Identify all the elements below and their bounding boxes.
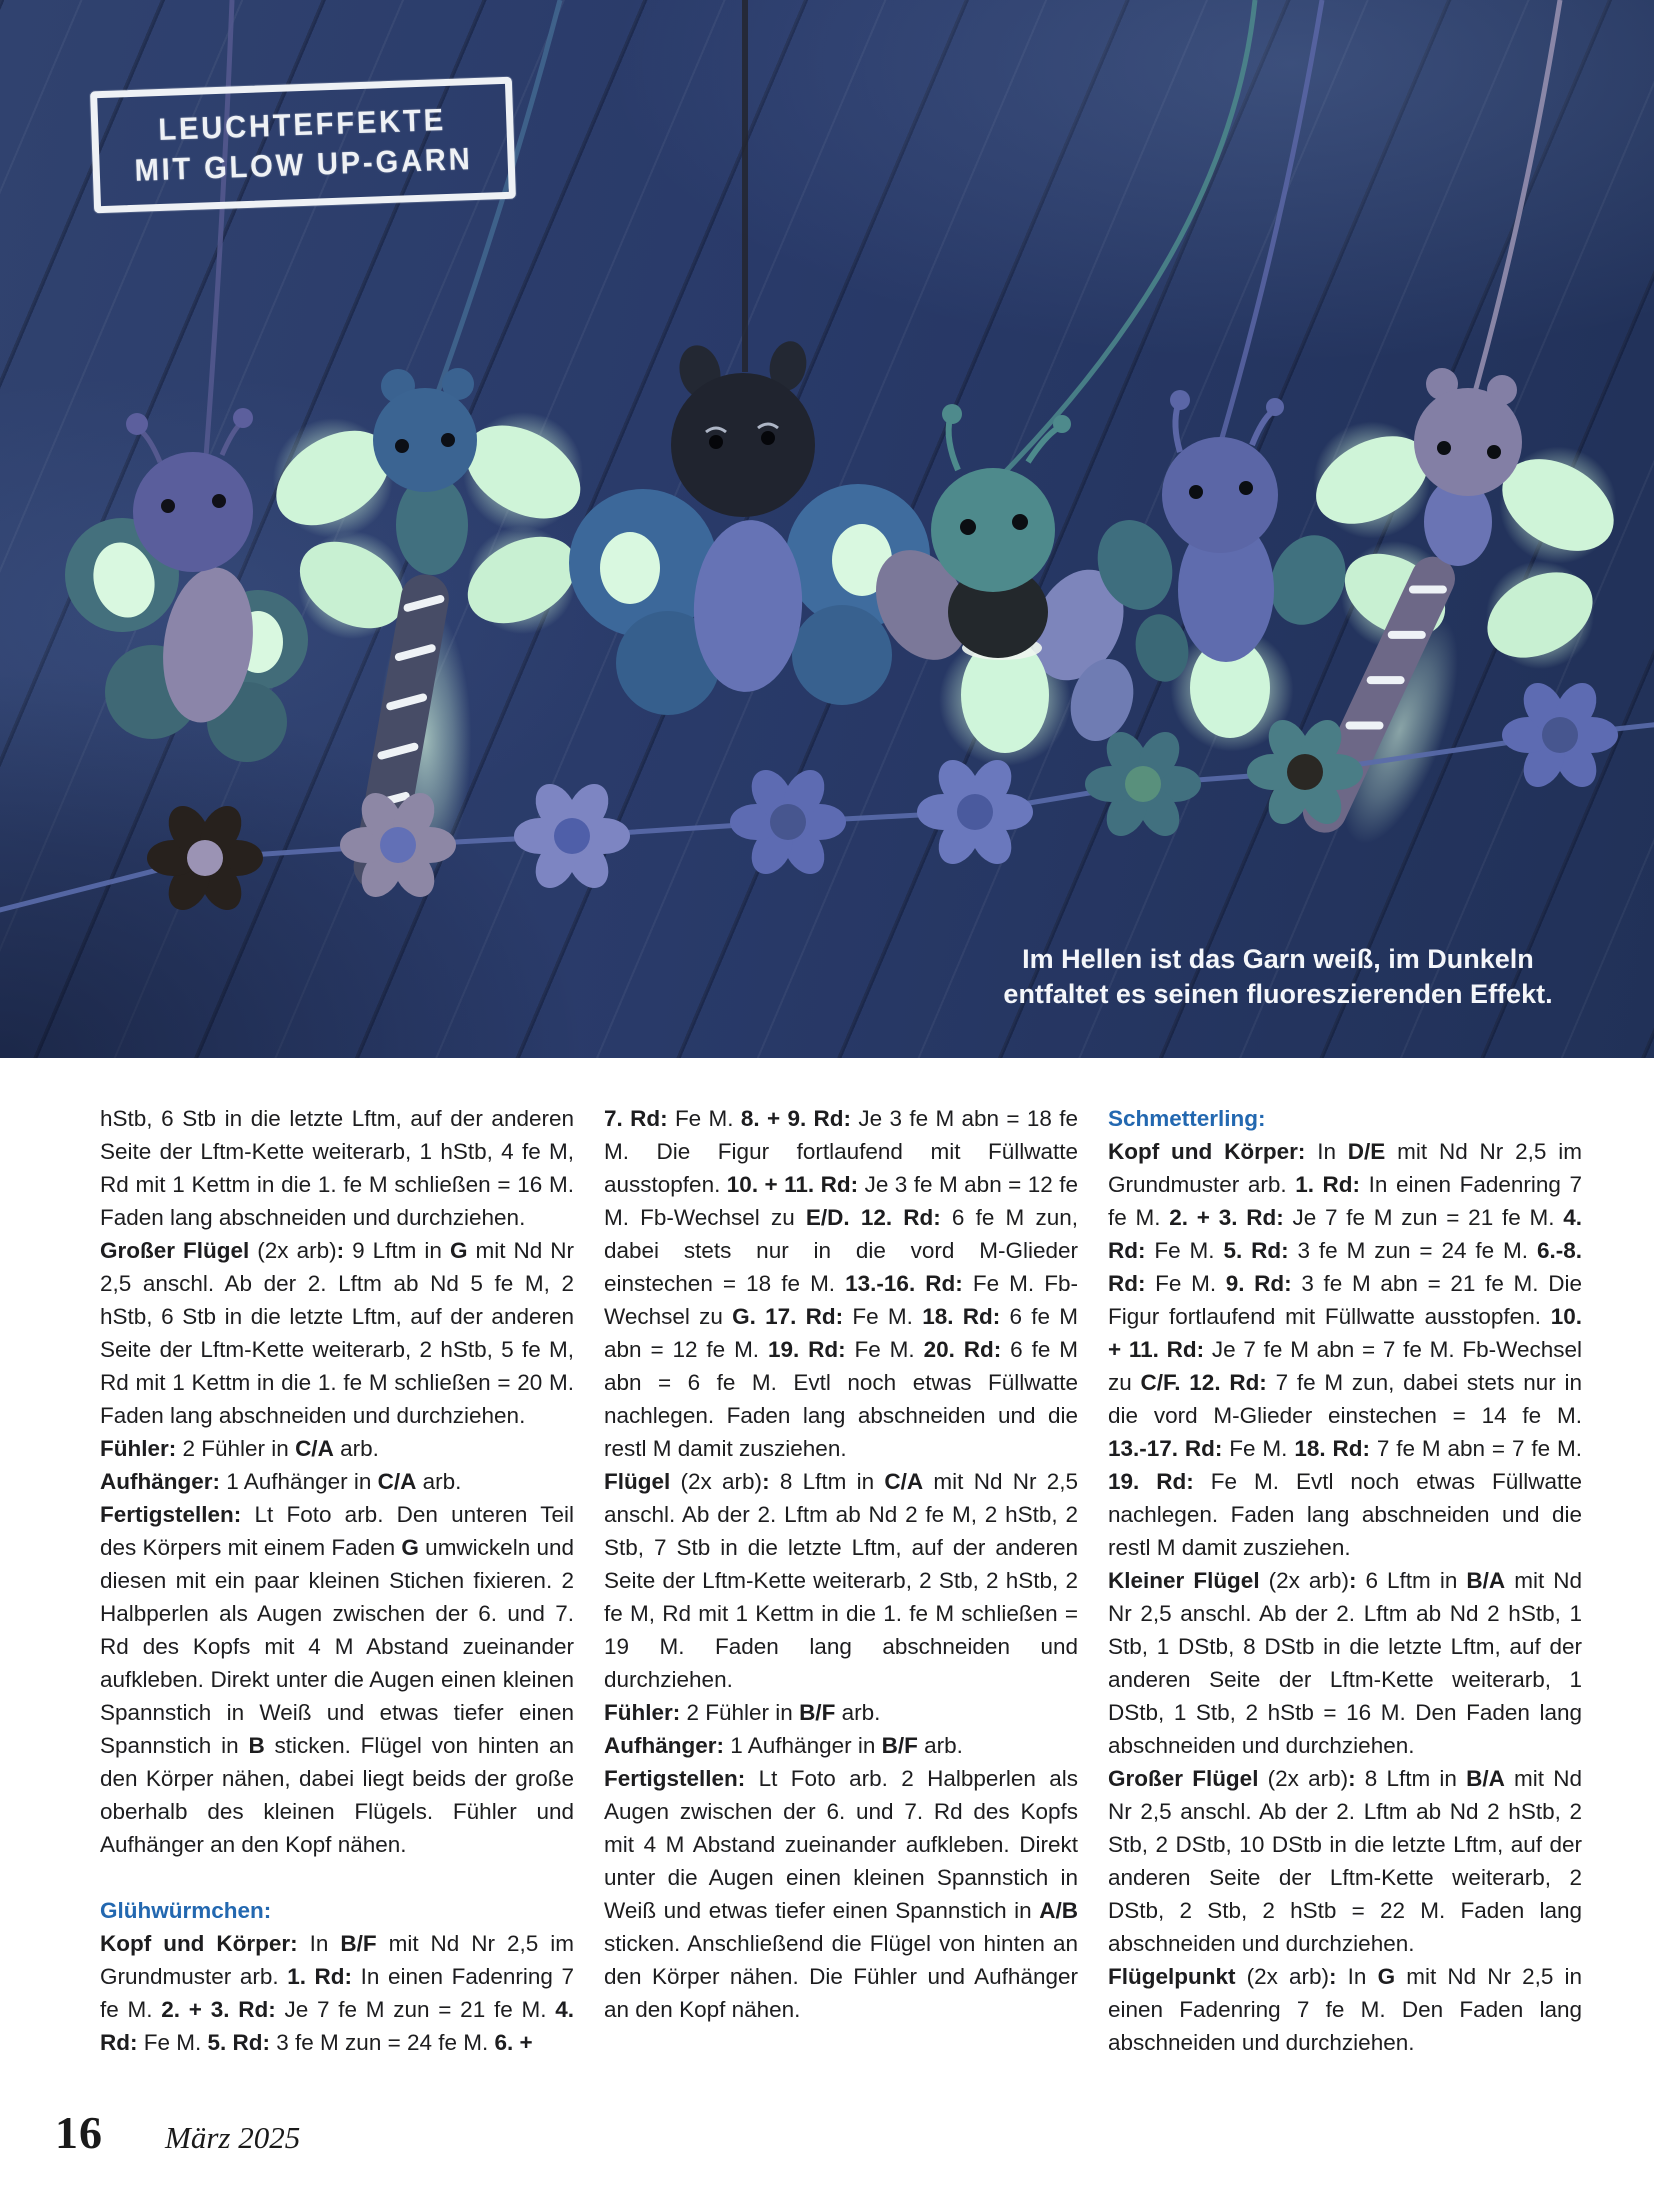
page-number: 16 bbox=[55, 2107, 103, 2158]
text-column-2 bbox=[604, 1102, 1078, 2059]
section-heading: Glühwürmchen: bbox=[100, 1898, 272, 1923]
paragraph: hStb, 6 Stb in die letzte Lftm, auf der anderen Seite der Lftm-Kette weiterarb, 1 hStb, 4 fe M, Rd mit 1 Kettm in die 1. fe M schließen = 16 M. Faden lang abschneiden und durchziehen. bbox=[100, 1106, 574, 1230]
text-column-1 bbox=[100, 1102, 574, 2059]
caption-line-2: entfaltet es seinen fluoreszierenden Effekt. bbox=[1003, 979, 1553, 1009]
paragraph: Fühler: 2 Fühler in B/F arb. bbox=[604, 1700, 881, 1725]
paragraph: Flügel (2x arb): 8 Lftm in C/A mit Nd Nr 2,5 anschl. Ab der 2. Lftm ab Nd 2 fe M, 2 hStb, 2 Stb, 7 Stb in die letzte Lftm, auf der anderen Seite der Lftm-Kette weiterarb, 2 Stb, 2 hStb, 2 fe M, Rd mit 1 Kettm in die 1. fe M schließen = 19 M. Faden lang abschneiden und durchziehen. bbox=[604, 1469, 1079, 1692]
butterfly-figure-2 bbox=[566, 338, 930, 715]
antenna-tip bbox=[126, 413, 148, 435]
issue-date: März 2025 bbox=[165, 2120, 301, 2155]
paragraph: Flügelpunkt (2x arb): In G mit Nd Nr 2,5 in einen Fadenring 7 fe M. Den Faden lang abschneiden und durchziehen. bbox=[1108, 1964, 1582, 2055]
paragraph: Fertigstellen: Lt Foto arb. Den unteren Teil des Körpers mit einem Faden G umwickeln und diesen mit ein paar kleinen Stichen fixieren. 2 Halbperlen als Augen zwischen der 6. und 7. Rd des Kopfs mit 4 M Abstand zueinander aufkleben. Direkt unter die Augen einen kleinen Spannstich in Weiß und etwas tiefer einen Spannstich in B sticken. Flügel von hinten an den Körper nähen, dabei liegt beids der große oberhalb des kleinen Flügels. Fühler und Aufhänger an den Kopf nähen. bbox=[100, 1502, 574, 1857]
photo-caption bbox=[988, 942, 1568, 1012]
page-footer bbox=[55, 2106, 300, 2159]
firefly-head bbox=[931, 468, 1055, 592]
caption-line-1: Im Hellen ist das Garn weiß, im Dunkeln bbox=[1022, 944, 1534, 974]
firefly-head bbox=[1162, 437, 1278, 553]
paragraph: Kopf und Körper: In D/E mit Nd Nr 2,5 im Grundmuster arb. 1. Rd: In einen Fadenring 7 fe M. 2. + 3. Rd: Je 7 fe M zun = 21 fe M. 4. Rd: Fe M. 5. Rd: 3 fe M zun = 24 fe M. 6.-8. Rd: Fe M. 9. Rd: 3 fe M abn = 21 fe M. Die Figur fortlaufend mit Füllwatte ausstopfen. 10. + 11. Rd: Je 7 fe M abn = 7 fe M. Fb-Wechsel zu C/F. 12. Rd: 7 fe M zun, dabei stets nur in die vord M-Glieder einstechen = 14 fe M. 13.-17. Rd: Fe M. 18. Rd: 7 fe M abn = 7 fe M. 19. Rd: Fe M. Evtl noch etwas Füllwatte nachlegen. Faden lang abschneiden und die restl M damit zusziehen. bbox=[1108, 1139, 1582, 1560]
paragraph: Fühler: 2 Fühler in C/A arb. bbox=[100, 1436, 379, 1461]
dragonfly-head bbox=[373, 388, 477, 492]
dragonfly-head bbox=[1414, 388, 1522, 496]
stamp-line-2: MIT GLOW UP-GARN bbox=[133, 141, 474, 188]
glow-effect-stamp bbox=[90, 77, 516, 214]
text-column-3 bbox=[1108, 1102, 1582, 2059]
paragraph: Kleiner Flügel (2x arb): 6 Lftm in B/A mit Nd Nr 2,5 anschl. Ab der 2. Lftm ab Nd 2 hStb, 1 Stb, 1 DStb, 8 DStb in die letzte Lftm, auf der anderen Seite der Lftm-Kette weiterarb, 1 DStb, 1 Stb, 2 hStb = 16 M. Den Faden lang abschneiden und durchziehen. bbox=[1108, 1568, 1582, 1758]
instructions-text bbox=[100, 1102, 1582, 2059]
crochet-flower bbox=[730, 763, 846, 881]
stamp-line-1: LEUCHTEFFEKTE bbox=[157, 102, 447, 148]
crochet-flower bbox=[514, 777, 630, 895]
paragraph: Aufhänger: 1 Aufhänger in C/A arb. bbox=[100, 1469, 462, 1494]
section-heading: Schmetterling: bbox=[1108, 1106, 1266, 1131]
crochet-flower bbox=[1502, 676, 1618, 794]
paragraph: 7. Rd: Fe M. 8. + 9. Rd: Je 3 fe M abn = 18 fe M. Die Figur fortlaufend mit Füllwatte ausstopfen. 10. + 11. Rd: Je 3 fe M abn = 12 fe M. Fb-Wechsel zu E/D. 12. Rd: 6 fe M zun, dabei stets nur in die vord M-Glieder einstechen = 18 fe M. 13.-16. Rd: Fe M. Fb-Wechsel zu G. 17. Rd: Fe M. 18. Rd: 6 fe M abn = 12 fe M. 19. Rd: Fe M. 20. Rd: 6 fe M abn = 6 fe M. Evtl noch etwas Füllwatte nachlegen. Faden lang abschneiden und die restl M damit zusziehen. bbox=[604, 1106, 1079, 1461]
paragraph: Großer Flügel (2x arb): 9 Lftm in G mit Nd Nr 2,5 anschl. Ab der 2. Lftm ab Nd 5 fe M, 2 hStb, 6 Stb in die letzte Lftm, auf der anderen Seite der Lftm-Kette weiterarb, 2 hStb, 5 fe M, Rd mit 1 Kettm in die 1. fe M schließen = 20 M. Faden lang abschneiden und durchziehen. bbox=[100, 1238, 575, 1428]
dragonfly-figure-2 bbox=[1291, 368, 1636, 900]
firefly-figure-1 bbox=[858, 404, 1144, 788]
butterfly-head bbox=[133, 452, 253, 572]
butterfly-head bbox=[671, 373, 815, 517]
paragraph: Großer Flügel (2x arb): 8 Lftm in B/A mit Nd Nr 2,5 anschl. Ab der 2. Lftm ab Nd 2 hStb, 2 Stb, 2 DStb, 10 DStb in die letzte Lftm, auf der anderen Seite der Lftm-Kette weiterarb, 2 DStb, 2 Stb, 2 hStb = 22 M. Faden lang abschneiden und durchziehen. bbox=[1108, 1766, 1582, 1956]
paragraph: Kopf und Körper: In B/F mit Nd Nr 2,5 im Grundmuster arb. 1. Rd: In einen Fadenring 7 fe M. 2. + 3. Rd: Je 7 fe M zun = 21 fe M. 4. Rd: Fe M. 5. Rd: 3 fe M zun = 24 fe M. 6. + bbox=[100, 1931, 574, 2055]
paragraph: Aufhänger: 1 Aufhänger in B/F arb. bbox=[604, 1733, 963, 1758]
paragraph: Fertigstellen: Lt Foto arb. 2 Halbperlen als Augen zwischen der 6. und 7. Rd des Kopfs mit 4 M Abstand zueinander aufkleben. Direkt unter die Augen einen kleinen Spannstich in Weiß und etwas tiefer einen Spannstich in A/B sticken. Anschließend die Flügel von hinten an den Körper nähen. Die Fühler und Aufhänger an den Kopf nähen. bbox=[604, 1766, 1078, 2022]
crochet-flower bbox=[147, 799, 263, 917]
hero-photo bbox=[0, 0, 1654, 1058]
